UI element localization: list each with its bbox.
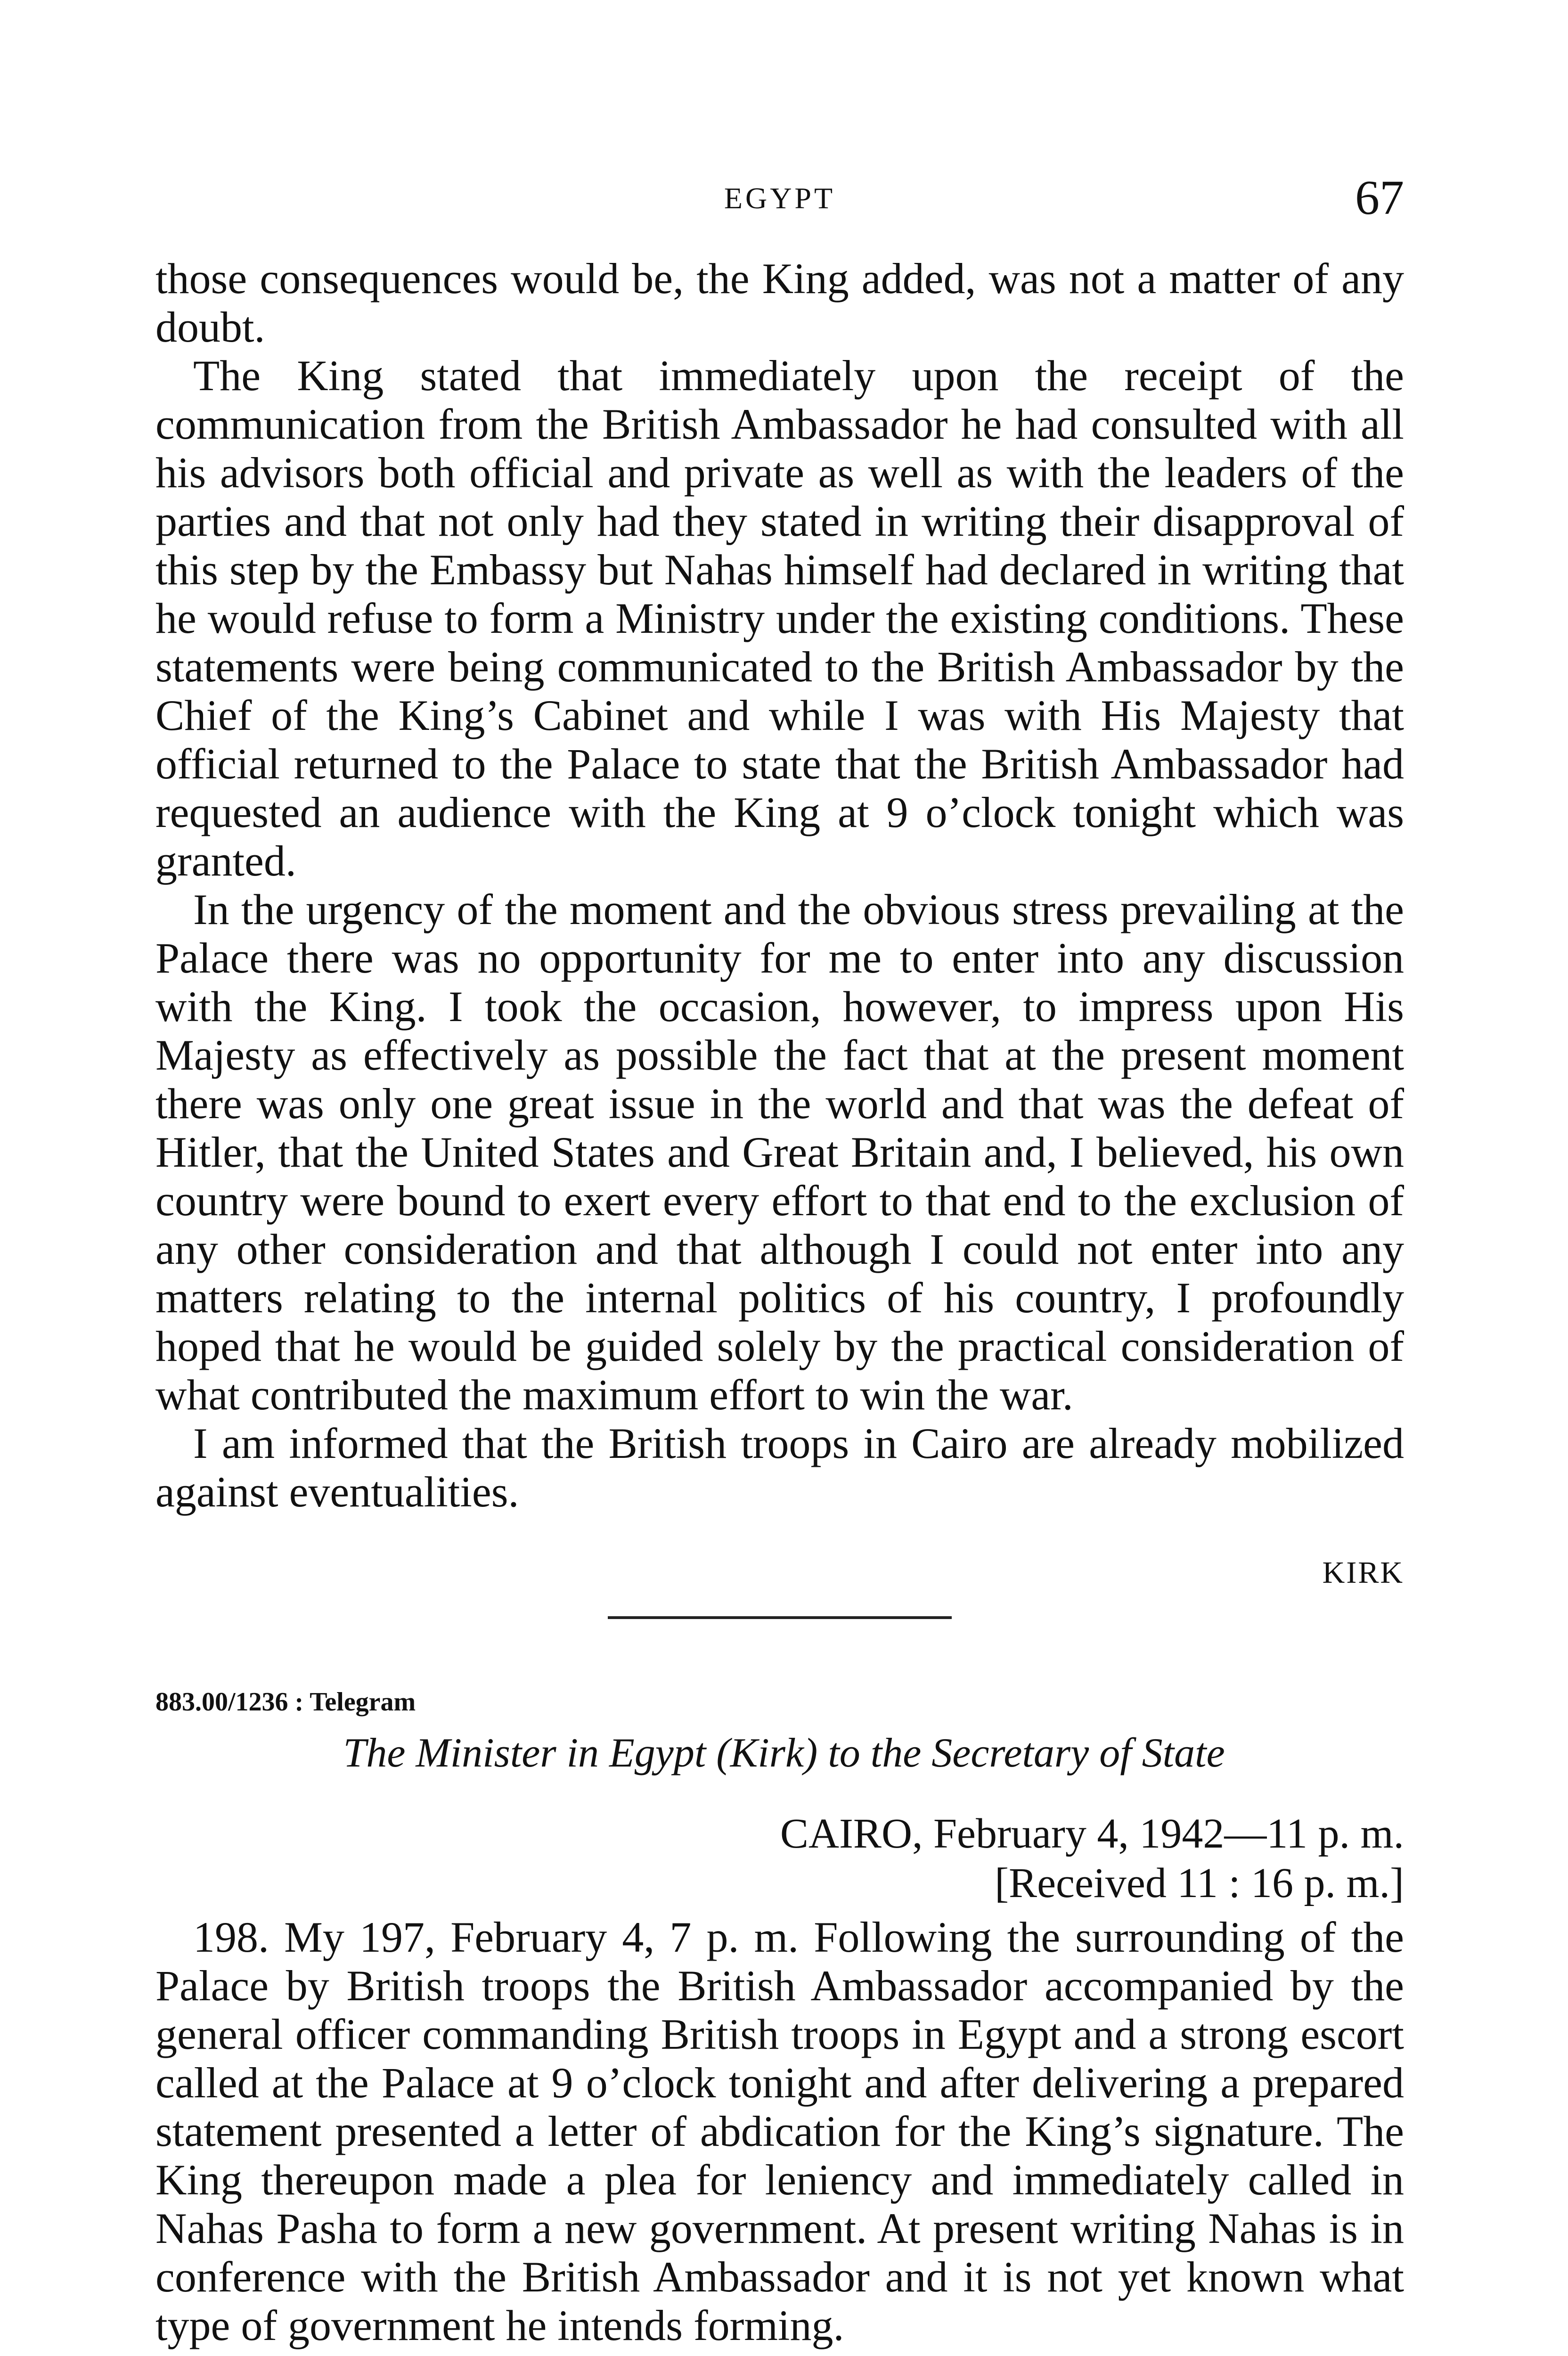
paragraph: 198. My 197, February 4, 7 p. m. Following the surrounding of the Palace by British troops the British Ambassador accompanied by the general officer commanding British troops in Egypt and a strong escort called at the Palace at 9 o’clock tonight and after delivering a prepared statement presented a letter of abdication for the King’s signature. The King thereupon made a plea for leniency and immediately called in Nahas Pasha to form a new government. At present writing Nahas is in conference with the British Ambassador and it is not yet known what type of government he intends forming. [155,1913,1404,2349]
dateline: CAIRO, February 4, 1942—11 p. m. [780,1810,1404,1857]
page-header [155,170,1404,226]
running-head: EGYPT [724,181,836,215]
signature-kirk: KIRK [1322,1555,1404,1590]
paragraph: In the urgency of the moment and the obvious stress prevailing at the Palace there was no opportunity for me to enter into any discussion with the King. I took the occasion, however, to impress upon His Majesty as effectively as possible the fact that at the present moment there was only one great issue in the world and that was the defeat of Hitler, that the United States and Great Britain and, I believed, his own country were bound to exert every effort to that end to the exclusion of any other consideration and that although I could not enter into any matters relating to the internal politics of his country, I profoundly hoped that he would be guided solely by the practical consideration of what contributed the maximum effort to win the war. [155,885,1404,1419]
document-title: The Minister in Egypt (Kirk) to the Secretary of State [343,1730,1225,1776]
paragraph: those consequences would be, the King added, was not a matter of any doubt. [155,254,1404,351]
page-number: 67 [1355,171,1404,225]
received-time: [Received 11 : 16 p. m.] [995,1860,1404,1906]
telegram-body [155,1913,1404,2350]
section-divider [608,1616,952,1619]
file-reference: 883.00/1236 : Telegram [155,1687,416,1717]
paragraph: The King stated that immediately upon the receipt of the communication from the British Ambassador he had consulted with all his advisors both official and private as well as with the leaders of the parties and that not only had they stated in writing their disapproval of this step by the Embassy but Nahas himself had declared in writing that he would refuse to form a Ministry under the existing conditions. These statements were being communicated to the British Ambassador by the Chief of the King’s Cabinet and while I was with His Majesty that official returned to the Palace to state that the British Ambassador had requested an audience with the King at 9 o’clock tonight which was granted. [155,352,1404,885]
paragraph: I am informed that the British troops in Cairo are already mobilized against eventualities. [155,1419,1404,1516]
continuation-text [155,254,1404,1516]
